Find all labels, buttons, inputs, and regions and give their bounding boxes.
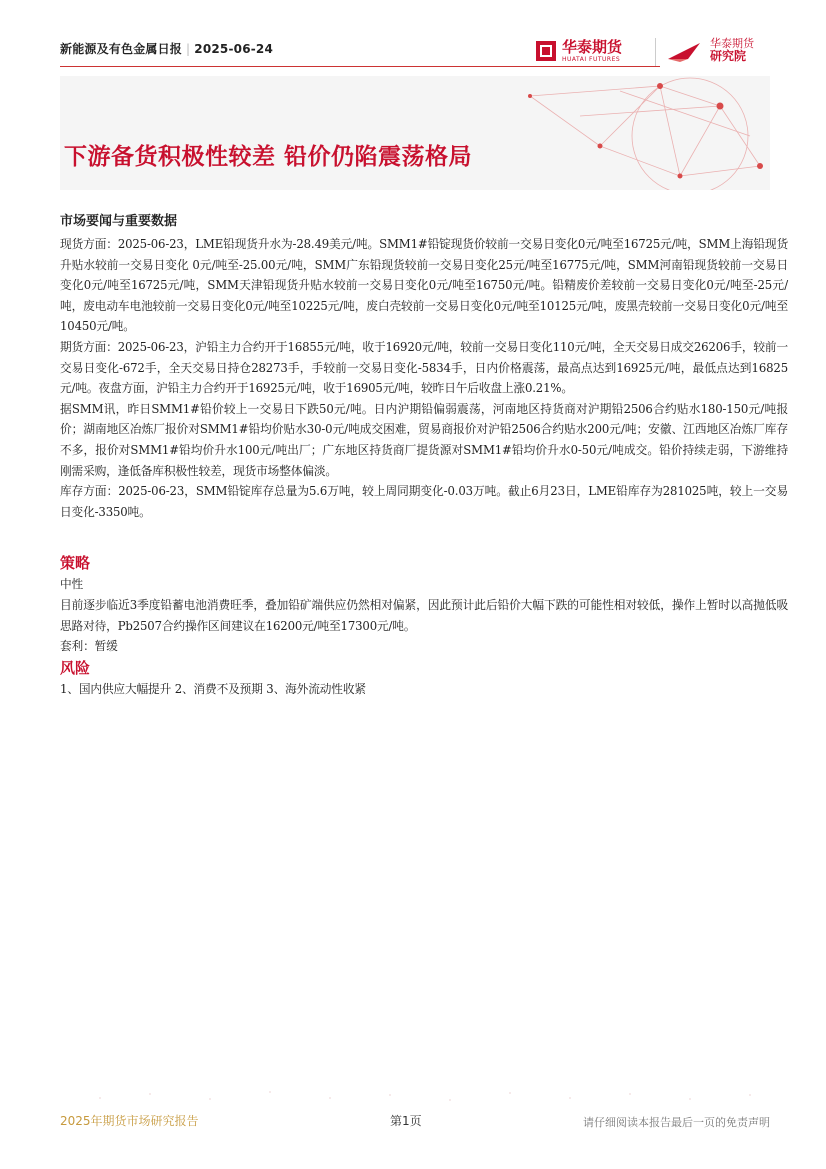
logo-main-cn: 华泰期货 [562,37,623,56]
report-body [60,210,788,699]
header-rule [60,66,660,67]
huatai-futures-logo [536,36,622,66]
research-logo-icon [666,39,702,63]
strategy-body: 目前逐步临近3季度铅蓄电池消费旺季，叠加铅矿端供应仍然相对偏紧，因此预计此后铅价大幅下跌的可能性相对较低，操作上暂时以高抛低吸思路对待，Pb2507合约操作区间建议在16200元/吨至17300元/吨。 [60,597,788,633]
smm-paragraph: 据SMM讯，昨日SMM1#铅价较上一交易日下跌50元/吨。日内沪期铅偏弱震荡，河南地区持货商对沪期铅2506合约贴水180-150元/吨报价；湖南地区冶炼厂报价对SMM1#铅均价贴水30-0元/吨成交困难，贸易商报价对沪铅2506合约贴水200元/吨；安徽、江西地区冶炼厂库存不多，报价对SMM1#铅均价升水100元/吨出厂；广东地区持货商厂提货源对SMM1#铅均价升水0-50元/吨成交。铅价持续走弱，下游维持刚需采购，逢低备库积极性较差，现货市场整体偏淡。 [60,401,788,478]
dot-pattern-icon [60,1068,770,1104]
footer-report-series: 2025年期货市场研究报告 [60,1114,199,1128]
document-title: 下游备货积极性较差 铅价仍陷震荡格局 [64,144,473,170]
logo-main-en: HUATAI FUTURES [562,55,621,63]
risk-heading: 风险 [60,658,91,677]
futures-paragraph: 期货方面：2025-06-23，沪铅主力合约开于16855元/吨，收于16920元/吨，较前一交易日变化110元/吨，全天交易日成交26206手，较前一交易日变化-672手，全天交易日持仓28273手，手较前一交易日变化-5834手，日内价格震荡，最高点达到16925元/吨，最低点达到16825元/吨。夜盘方面，沪铅主力合约开于16925元/吨，收于16905元/吨，较昨日午后收盘上涨0.21%。 [60,339,788,396]
strategy-view: 中性 [60,577,84,592]
huatai-logo-icon [536,41,556,61]
research-institute-logo [666,36,754,66]
report-date: 2025-06-24 [194,42,274,56]
page-header [60,36,766,70]
strategy-arbitrage: 套利：暂缓 [60,639,118,654]
logo-inst-line2: 研究院 [710,49,747,64]
market-news-heading: 市场要闻与重要数据 [60,214,178,229]
report-name: 新能源及有色金属日报 [60,42,183,56]
network-decoration-icon [60,76,770,190]
title-banner [60,76,770,190]
page-footer [60,1108,770,1132]
inventory-paragraph: 库存方面：2025-06-23，SMM铅锭库存总量为5.6万吨，较上周同期变化-0.03万吨。截止6月23日，LME铅库存为281025吨，较上一交易日变化-3350吨。 [60,484,788,519]
report-header-title [60,40,273,57]
logo-divider [655,38,656,66]
logo-inst-line1: 华泰期货 [710,37,754,51]
risk-body: 1、国内供应大幅提升 2、消费不及预期 3、海外流动性收紧 [60,681,366,696]
header-separator: | [186,42,191,56]
strategy-heading: 策略 [60,554,91,573]
disclaimer-note: 请仔细阅读本报告最后一页的免责声明 [583,1116,770,1129]
page-number: 第1页 [390,1114,422,1128]
spot-paragraph: 现货方面：2025-06-23，LME铅现货升水为-28.49美元/吨。SMM1#铅锭现货价较前一交易日变化0元/吨至16725元/吨，SMM上海铅现货升贴水较前一交易日变化 0元/吨至-25.00元/吨，SMM广东铅现货较前一交易日变化25元/吨至16775元/吨，SMM河南铅现货较前一交易日变化0元/吨至16725元/吨，SMM天津铅现货升贴水较前一交易日变化0元/吨至16750元/吨。铅精废价差较前一交易日变化0元/吨至-25元/吨，废电动车电池较前一交易日变化0元/吨至10225元/吨，废白壳较前一交易日变化0元/吨至10125元/吨，废黑壳较前一交易日变化0元/吨至10450元/吨。 [60,237,788,334]
